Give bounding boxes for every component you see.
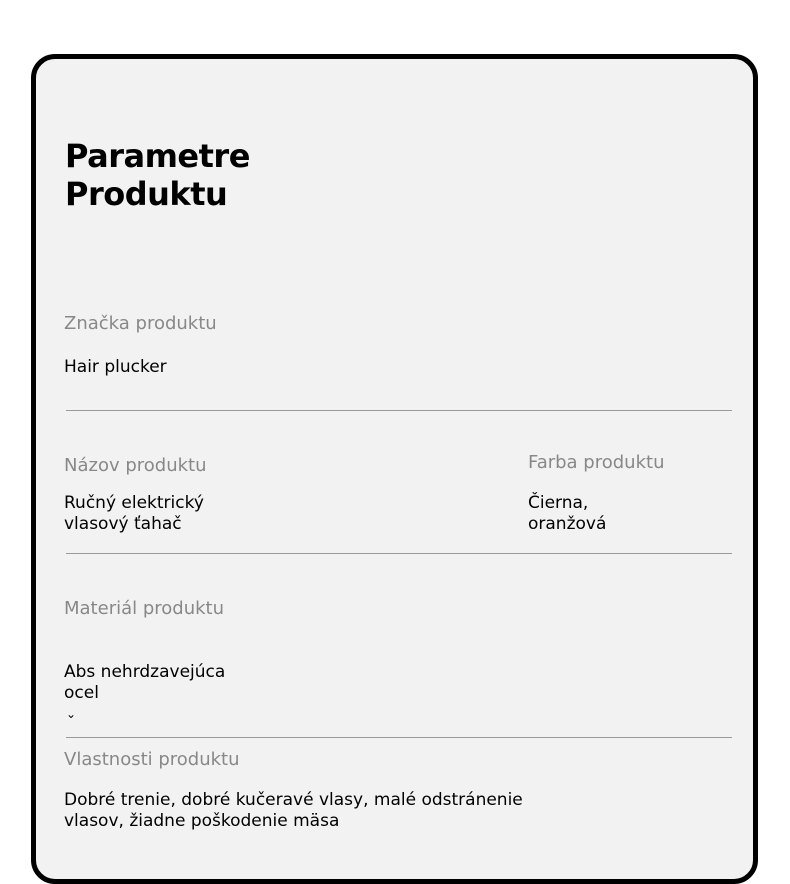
color-value-line-1: Čierna, [528,493,589,513]
name-value [64,493,204,535]
color-value-line-2: oranžová [528,514,607,534]
brand-label: Značka produktu [64,313,217,334]
features-value-line-2: vlasov, žiadne poškodenie mäsa [64,811,340,831]
material-value-line-1: Abs nehrdzavejúca [64,662,226,682]
material-label: Materiál produktu [64,598,225,619]
brand-value: Hair plucker [64,357,167,377]
material-value-line-2 [64,683,225,725]
color-label: Farba produktu [528,452,665,473]
title-line-1: Parametre [65,137,250,175]
features-value [64,790,523,832]
features-value-line-1: Dobré trenie, dobré kučeravé vlasy, malé odstránenie [64,790,523,810]
material-value-line-2-text: ocel [64,683,99,703]
features-label: Vlastnosti produktu [64,749,240,770]
color-value [528,493,606,535]
name-label: Názov produktu [64,455,207,476]
title-line-2: Produktu [65,175,228,213]
name-value-line-2: vlasový ťahač [64,514,182,534]
divider-1 [66,410,732,411]
page-title [65,137,250,213]
chevron-down-icon[interactable]: ⌄ [66,707,77,721]
material-value[interactable] [64,662,225,725]
divider-2 [66,553,732,554]
divider-3 [66,737,732,738]
name-value-line-1: Ručný elektrický [64,493,204,513]
